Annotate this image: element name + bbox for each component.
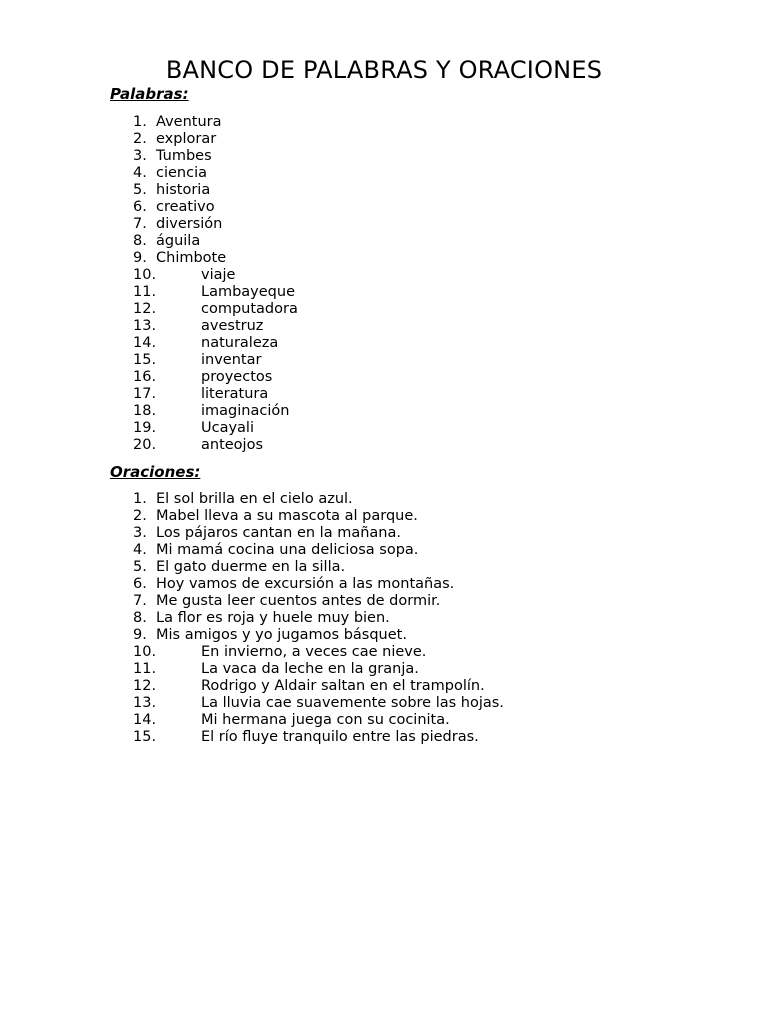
item-text: Me gusta leer cuentos antes de dormir. (156, 593, 441, 609)
item-number: 15. (133, 352, 157, 368)
item-number: 4. (133, 542, 147, 558)
item-text: Chimbote (156, 250, 227, 266)
item-number: 8. (133, 610, 147, 626)
item-number: 11. (133, 661, 157, 677)
item-number: 15. (133, 729, 157, 745)
item-text: Los pájaros cantan en la mañana. (156, 525, 401, 541)
item-text: águila (156, 233, 201, 249)
page-title: BANCO DE PALABRAS Y ORACIONES (165, 56, 603, 84)
item-text: Lambayeque (201, 284, 295, 300)
item-number: 20. (133, 437, 157, 453)
item-number: 16. (133, 369, 157, 385)
item-number: 7. (133, 593, 147, 609)
oraciones-heading: Oraciones: (110, 463, 201, 481)
item-number: 12. (133, 301, 157, 317)
item-number: 18. (133, 403, 157, 419)
item-number: 10. (133, 267, 157, 283)
item-text: naturaleza (201, 335, 279, 351)
item-text: Mis amigos y yo jugamos básquet. (156, 627, 407, 643)
item-number: 8. (133, 233, 147, 249)
item-number: 2. (133, 131, 147, 147)
item-number: 5. (133, 559, 147, 575)
item-text: inventar (201, 352, 262, 368)
palabras-heading: Palabras: (110, 85, 189, 103)
item-text: diversión (156, 216, 223, 232)
item-text: computadora (201, 301, 298, 317)
item-text: avestruz (201, 318, 264, 334)
item-text: anteojos (201, 437, 264, 453)
item-text: La vaca da leche en la granja. (201, 661, 419, 677)
item-number: 6. (133, 576, 147, 592)
item-text: Ucayali (201, 420, 254, 436)
item-text: Aventura (156, 114, 222, 130)
item-text: Mi mamá cocina una deliciosa sopa. (156, 542, 419, 558)
item-number: 19. (133, 420, 157, 436)
item-number: 6. (133, 199, 147, 215)
item-text: Tumbes (156, 148, 212, 164)
item-number: 14. (133, 712, 157, 728)
item-text: imaginación (201, 403, 290, 419)
item-number: 4. (133, 165, 147, 181)
item-text: La flor es roja y huele muy bien. (156, 610, 390, 626)
item-number: 17. (133, 386, 157, 402)
item-text: historia (156, 182, 211, 198)
item-number: 10. (133, 644, 157, 660)
item-text: Hoy vamos de excursión a las montañas. (156, 576, 455, 592)
item-text: viaje (201, 267, 236, 283)
item-text: proyectos (201, 369, 273, 385)
item-text: creativo (156, 199, 215, 215)
item-number: 2. (133, 508, 147, 524)
item-text: literatura (201, 386, 269, 402)
item-number: 14. (133, 335, 157, 351)
item-text: ciencia (156, 165, 207, 181)
item-text: El río fluye tranquilo entre las piedras. (201, 729, 479, 745)
item-number: 12. (133, 678, 157, 694)
item-text: El gato duerme en la silla. (156, 559, 346, 575)
item-number: 3. (133, 525, 147, 541)
item-text: El sol brilla en el cielo azul. (156, 491, 353, 507)
item-number: 1. (133, 491, 147, 507)
item-text: Mi hermana juega con su cocinita. (201, 712, 450, 728)
item-number: 13. (133, 695, 157, 711)
item-text: La lluvia cae suavemente sobre las hojas. (201, 695, 504, 711)
item-text: Rodrigo y Aldair saltan en el trampolín. (201, 678, 485, 694)
item-number: 7. (133, 216, 147, 232)
item-text: En invierno, a veces cae nieve. (201, 644, 427, 660)
item-number: 5. (133, 182, 147, 198)
item-number: 13. (133, 318, 157, 334)
item-text: explorar (156, 131, 217, 147)
item-number: 1. (133, 114, 147, 130)
item-number: 11. (133, 284, 157, 300)
item-number: 9. (133, 627, 147, 643)
item-number: 3. (133, 148, 147, 164)
item-text: Mabel lleva a su mascota al parque. (156, 508, 418, 524)
item-number: 9. (133, 250, 147, 266)
